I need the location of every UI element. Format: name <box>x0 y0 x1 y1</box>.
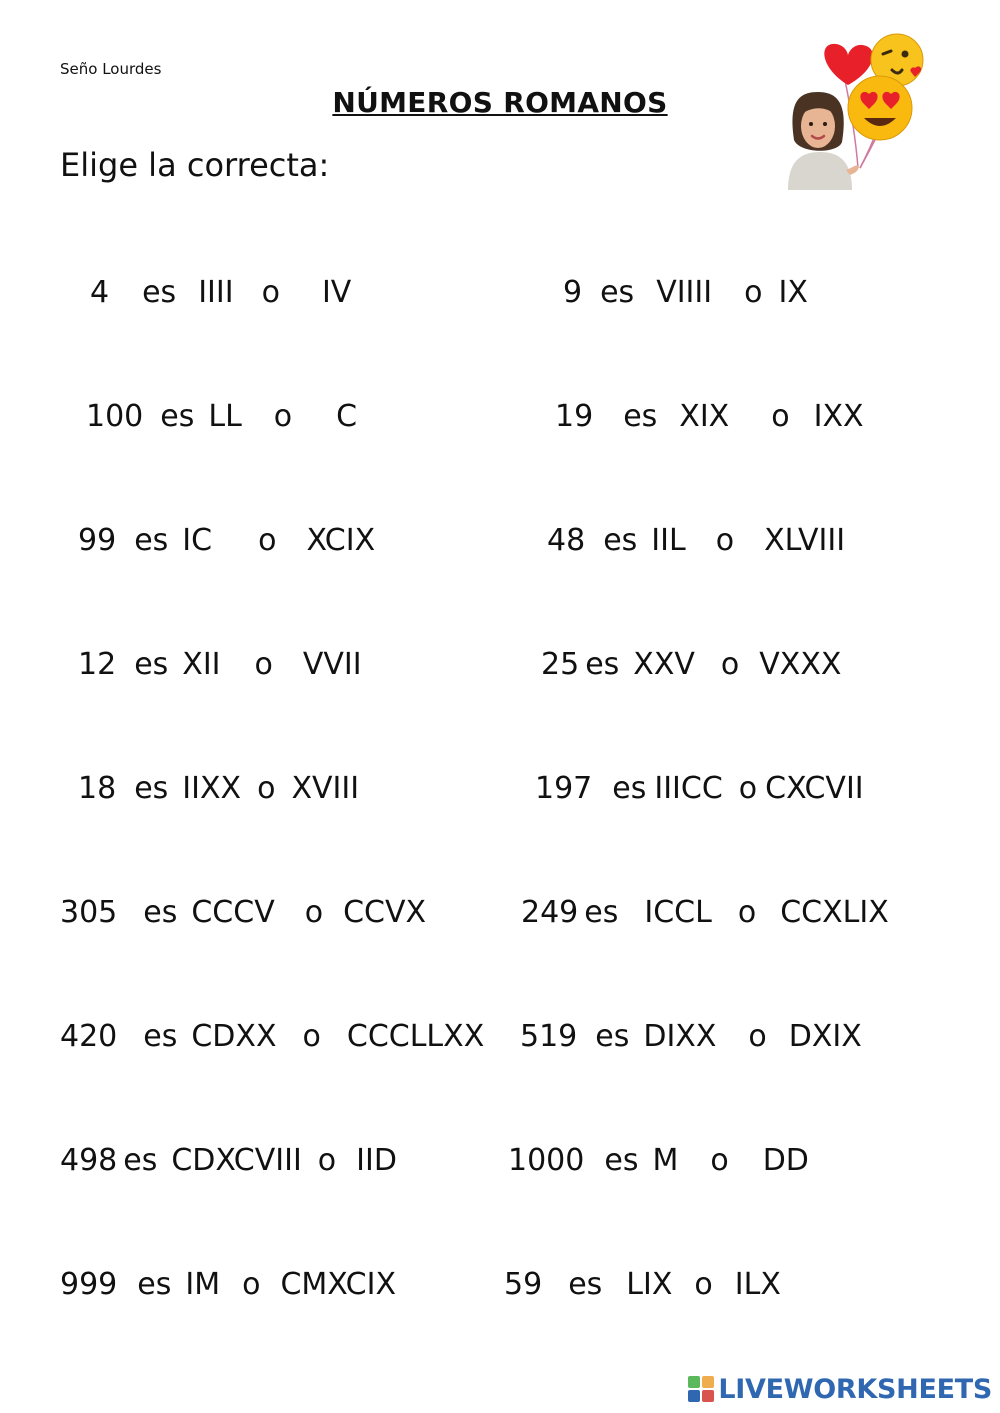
exercise-number: 1000 <box>508 1143 585 1178</box>
exercise-item <box>78 523 376 558</box>
exercise-number: 99 <box>78 523 117 558</box>
exercise-es-word: es <box>143 895 178 930</box>
exercise-item <box>504 1267 781 1302</box>
heart-eyes-emoji-icon <box>848 76 912 140</box>
exercise-or-word: o <box>694 1267 713 1302</box>
exercise-es-word: es <box>600 275 635 310</box>
exercise-item <box>78 771 360 806</box>
answer-option-b[interactable]: VXXX <box>759 647 842 682</box>
instruction-text: Elige la correcta: <box>60 146 330 184</box>
answer-option-b[interactable]: CCXLIX <box>780 895 889 930</box>
exercise-es-word: es <box>143 1019 178 1054</box>
exercise-or-word: o <box>748 1019 767 1054</box>
exercise-es-word: es <box>137 1267 172 1302</box>
answer-option-a[interactable]: IIL <box>651 523 686 558</box>
answer-option-b[interactable]: IID <box>356 1143 397 1178</box>
exercise-number: 19 <box>555 399 594 434</box>
exercise-es-word: es <box>123 1143 158 1178</box>
exercise-es-word: es <box>585 647 620 682</box>
answer-option-b[interactable]: DXIX <box>788 1019 862 1054</box>
exercise-or-word: o <box>261 275 280 310</box>
exercise-or-word: o <box>273 399 293 434</box>
exercise-item <box>520 1019 862 1054</box>
answer-option-a[interactable]: XII <box>182 647 221 682</box>
answer-option-a[interactable]: ICCL <box>644 895 712 930</box>
exercise-number: 48 <box>547 523 586 558</box>
exercise-or-word: o <box>710 1143 729 1178</box>
exercise-es-word: es <box>142 275 177 310</box>
answer-option-b[interactable]: IV <box>321 275 352 310</box>
answer-option-b[interactable]: IXX <box>813 399 864 434</box>
exercise-item <box>547 523 846 558</box>
answer-option-b[interactable]: CCVX <box>343 895 427 930</box>
exercise-item <box>508 1143 809 1178</box>
answer-option-a[interactable]: IIICC <box>654 771 723 806</box>
answer-option-a[interactable]: IIII <box>198 275 234 310</box>
exercise-number: 999 <box>60 1267 118 1302</box>
exercise-item <box>86 399 358 434</box>
answer-option-b[interactable]: DD <box>762 1143 809 1178</box>
exercise-item <box>60 895 427 930</box>
liveworksheets-watermark <box>688 1371 992 1407</box>
exercise-or-word: o <box>304 895 324 930</box>
answer-option-b[interactable]: XLVIII <box>764 523 846 558</box>
answer-option-b[interactable]: IX <box>778 275 808 310</box>
exercise-number: 305 <box>60 895 118 930</box>
answer-option-a[interactable]: DIXX <box>643 1019 717 1054</box>
exercise-or-word: o <box>738 771 758 806</box>
answer-option-a[interactable]: VIIII <box>656 275 713 310</box>
exercise-es-word: es <box>160 399 195 434</box>
answer-option-a[interactable]: IM <box>185 1267 221 1302</box>
answer-option-a[interactable]: XXV <box>633 647 695 682</box>
exercise-or-word: o <box>720 647 740 682</box>
exercise-item <box>60 1019 485 1054</box>
answer-option-b[interactable]: ILX <box>734 1267 781 1302</box>
exercise-es-word: es <box>595 1019 630 1054</box>
answer-option-a[interactable]: CCCV <box>191 895 275 930</box>
exercise-or-word: o <box>715 523 735 558</box>
exercise-or-word: o <box>257 771 276 806</box>
exercise-item <box>60 1267 396 1302</box>
exercise-item <box>541 647 842 682</box>
exercise-es-word: es <box>584 895 619 930</box>
exercise-number: 18 <box>78 771 117 806</box>
exercise-or-word: o <box>254 647 273 682</box>
answer-option-a[interactable]: M <box>652 1143 679 1178</box>
exercise-number: 498 <box>60 1143 118 1178</box>
answer-option-b[interactable]: CCCLLXX <box>346 1019 485 1054</box>
answer-option-a[interactable]: IIXX <box>182 771 242 806</box>
answer-option-a[interactable]: LL <box>208 399 242 434</box>
exercise-es-word: es <box>134 523 169 558</box>
exercise-es-word: es <box>604 1143 639 1178</box>
answer-option-b[interactable]: CXCVII <box>765 771 864 806</box>
exercise-or-word: o <box>242 1267 261 1302</box>
answer-option-a[interactable]: CDXCVIII <box>171 1143 302 1178</box>
exercise-or-word: o <box>737 895 757 930</box>
exercise-number: 4 <box>90 275 110 310</box>
answer-option-a[interactable]: CDXX <box>191 1019 277 1054</box>
exercise-es-word: es <box>612 771 647 806</box>
exercise-item <box>521 895 889 930</box>
answer-option-a[interactable]: LIX <box>626 1267 673 1302</box>
exercise-number: 12 <box>78 647 117 682</box>
page-title: NÚMEROS ROMANOS <box>332 86 668 119</box>
exercise-es-word: es <box>134 647 169 682</box>
exercise-item <box>535 771 864 806</box>
exercise-number: 25 <box>541 647 580 682</box>
answer-option-b[interactable]: C <box>336 399 358 434</box>
exercise-or-word: o <box>771 399 790 434</box>
exercise-or-word: o <box>744 275 763 310</box>
answer-option-a[interactable]: XIX <box>679 399 730 434</box>
answer-option-a[interactable]: IC <box>182 523 213 558</box>
exercise-number: 420 <box>60 1019 118 1054</box>
exercise-number: 59 <box>504 1267 543 1302</box>
exercise-or-word: o <box>317 1143 337 1178</box>
exercise-es-word: es <box>134 771 169 806</box>
exercise-es-word: es <box>623 399 658 434</box>
exercise-number: 197 <box>535 771 593 806</box>
exercise-number: 100 <box>86 399 144 434</box>
exercise-number: 249 <box>521 895 579 930</box>
exercise-number: 9 <box>563 275 583 310</box>
exercise-item <box>555 399 864 434</box>
teacher-balloons-illustration <box>780 30 930 190</box>
author-label: Seño Lourdes <box>60 60 162 78</box>
exercise-number: 519 <box>520 1019 578 1054</box>
exercise-item <box>563 275 808 310</box>
exercise-es-word: es <box>603 523 638 558</box>
heart-balloon-icon <box>824 44 873 85</box>
exercise-es-word: es <box>568 1267 603 1302</box>
exercise-item <box>90 275 352 310</box>
exercise-or-word: o <box>302 1019 321 1054</box>
exercise-item <box>60 1143 397 1178</box>
answer-option-b[interactable]: VVII <box>302 647 362 682</box>
liveworksheets-logo-icon <box>688 1376 714 1402</box>
exercise-item <box>78 647 362 682</box>
watermark-text: LIVEWORKSHEETS <box>718 1373 992 1405</box>
answer-option-b[interactable]: CMXCIX <box>280 1267 396 1302</box>
exercise-or-word: o <box>258 523 277 558</box>
answer-option-b[interactable]: XVIII <box>291 771 360 806</box>
answer-option-b[interactable]: XCIX <box>306 523 376 558</box>
